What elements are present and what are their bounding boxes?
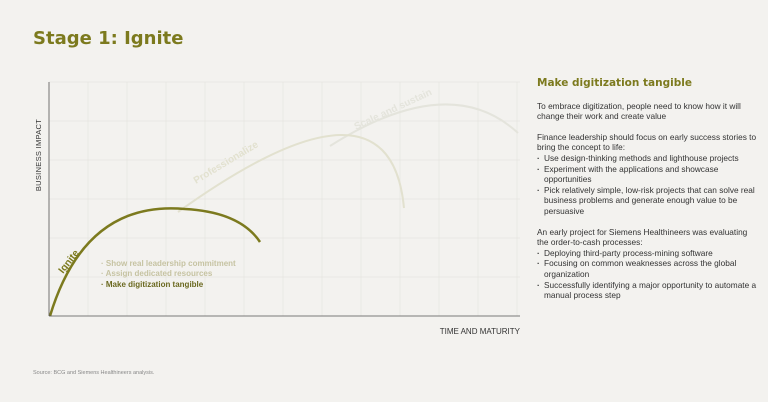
list-item: · Successfully identifying a major opportunity to automate a manual process step	[537, 280, 759, 301]
list-item: · Focusing on common weaknesses across the global organization	[537, 258, 759, 279]
panel-intro: To embrace digitization, people need to know how it will change their work and create value	[537, 100, 741, 122]
x-axis-label: TIME AND MATURITY	[439, 327, 520, 336]
project-bullet-list	[537, 248, 759, 301]
list-item: · Pick relatively simple, low-risk projects that can solve real business problems and generate enough value to be persuasive	[537, 185, 759, 217]
ignite-curve-label: Ignite	[56, 248, 82, 276]
step-dedicated-resources: · Assign dedicated resources	[101, 269, 213, 278]
y-axis-label: BUSINESS IMPACT	[34, 118, 43, 192]
step-leadership-commitment: · Show real leadership commitment	[101, 259, 236, 268]
description-panel	[537, 78, 759, 311]
step-digitization-tangible: · Make digitization tangible	[101, 280, 204, 289]
list-item: · Experiment with the applications and showcase opportunities	[537, 164, 759, 185]
scale-sustain-curve-label: Scale and sustain	[352, 87, 434, 133]
professionalize-curve-label: Professionalize	[191, 139, 261, 187]
project-intro: An early project for Siemens Healthineers was evaluating the order-to-cash processes:	[537, 226, 748, 248]
leadership-intro: Finance leadership should focus on early success stories to bring the concept to life:	[537, 131, 757, 153]
page-title: Stage 1: Ignite	[33, 28, 184, 49]
list-item: · Deploying third-party process-mining software	[537, 248, 759, 259]
leadership-bullet-list	[537, 153, 759, 217]
list-item: · Use design-thinking methods and lighthouse projects	[537, 153, 759, 164]
panel-heading: Make digitization tangible	[537, 77, 692, 89]
source-note: Source: BCG and Siemens Healthineers analysis.	[33, 370, 155, 376]
